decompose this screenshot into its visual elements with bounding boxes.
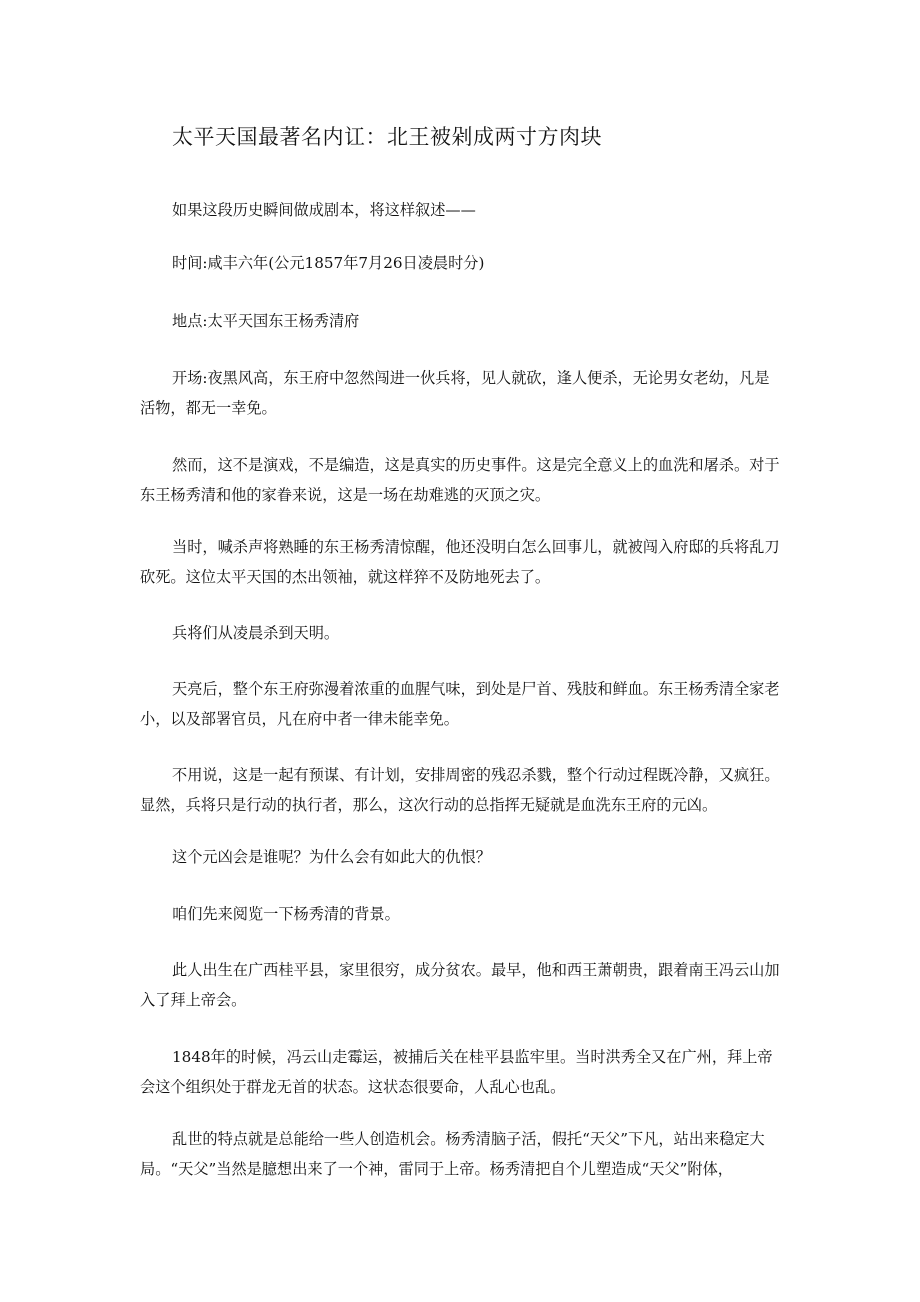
paragraph: 1848年的时候，冯云山走霉运，被捕后关在桂平县监牢里。当时洪秀全又在广州，拜上帝会这个组织处于群龙无首的状态。这状态很要命，人乱心也乱。 bbox=[140, 1048, 773, 1096]
article-title: 太平天国最著名内讧：北王被剁成两寸方肉块 bbox=[172, 125, 602, 149]
paragraph: 不用说，这是一起有预谋、有计划，安排周密的残忍杀戮，整个行动过程既冷静，又疯狂。显然，兵将只是行动的执行者，那么，这次行动的总指挥无疑就是血洗东王府的元凶。 bbox=[140, 766, 780, 814]
paragraph: 这个元凶会是谁呢？为什么会有如此大的仇恨？ bbox=[172, 848, 491, 866]
paragraph: 天亮后，整个东王府弥漫着浓重的血腥气味，到处是尸首、残肢和鲜血。东王杨秀清全家老小，以及部署官员，凡在府中者一律未能幸免。 bbox=[140, 680, 780, 728]
paragraph: 此人出生在广西桂平县，家里很穷，成分贫农。最早，他和西王萧朝贵，跟着南王冯云山加入了拜上帝会。 bbox=[140, 961, 780, 1009]
paragraph: 如果这段历史瞬间做成剧本，将这样叙述—— bbox=[172, 201, 476, 219]
paragraph: 地点:太平天国东王杨秀清府 bbox=[172, 312, 360, 330]
paragraph: 咱们先来阅览一下杨秀清的背景。 bbox=[172, 905, 400, 923]
paragraph: 兵将们从凌晨杀到天明。 bbox=[172, 624, 340, 642]
paragraph: 时间:咸丰六年(公元1857年7月26日凌晨时分) bbox=[172, 254, 485, 272]
paragraph: 开场:夜黑风高，东王府中忽然闯进一伙兵将，见人就砍，逢人便杀，无论男女老幼，凡是活物，都无一幸免。 bbox=[140, 369, 770, 417]
paragraph: 当时，喊杀声将熟睡的东王杨秀清惊醒，他还没明白怎么回事儿，就被闯入府邸的兵将乱刀砍死。这位太平天国的杰出领袖，就这样猝不及防地死去了。 bbox=[140, 538, 780, 586]
paragraph: 乱世的特点就是总能给一些人创造机会。杨秀清脑子活，假托“天父”下凡，站出来稳定大局。“天父”当然是臆想出来了一个神，雷同于上帝。杨秀清把自个儿塑造成“天父”附体， bbox=[140, 1130, 765, 1178]
paragraph: 然而，这不是演戏，不是编造，这是真实的历史事件。这是完全意义上的血洗和屠杀。对于东王杨秀清和他的家眷来说，这是一场在劫难逃的灭顶之灾。 bbox=[140, 456, 780, 504]
